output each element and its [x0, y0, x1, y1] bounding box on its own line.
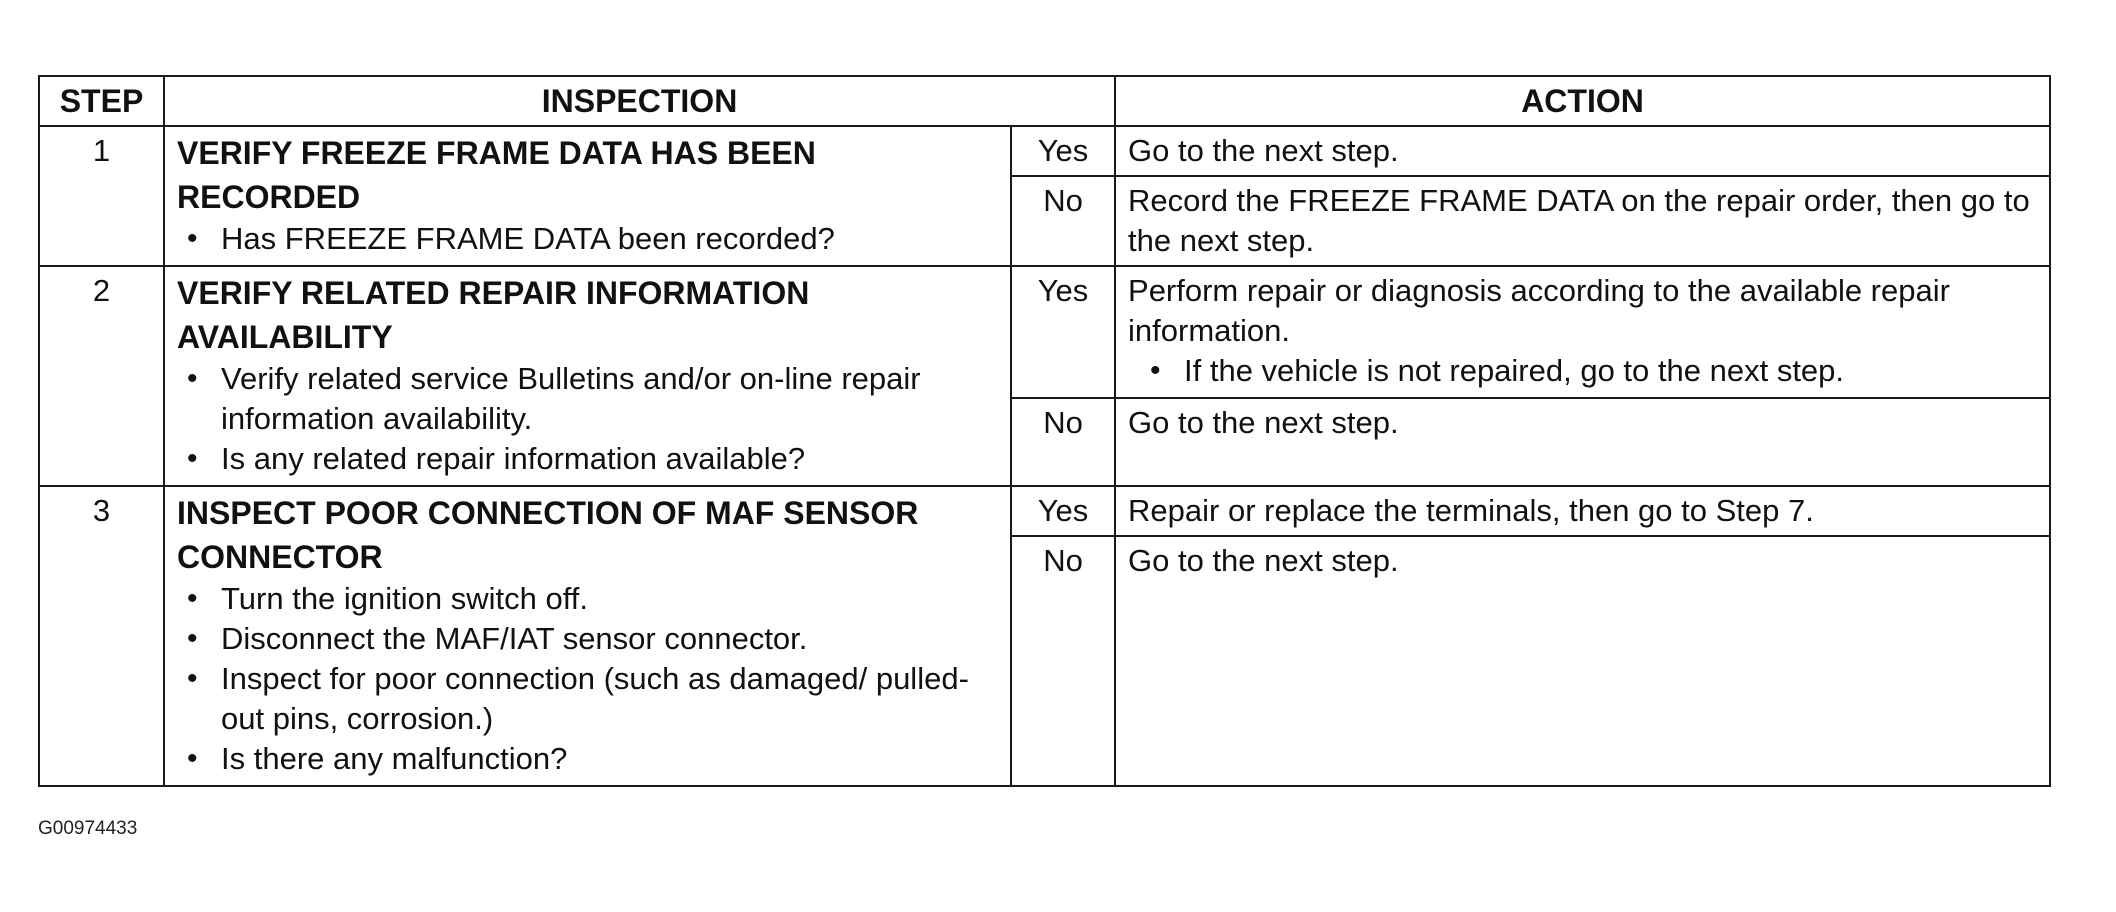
yes-label: Yes: [1011, 486, 1115, 536]
yes-action: Go to the next step.: [1115, 126, 2050, 176]
no-label: No: [1011, 398, 1115, 486]
header-inspection: INSPECTION: [164, 76, 1115, 126]
figure-id: G00974433: [38, 818, 138, 839]
header-action: ACTION: [1115, 76, 2050, 126]
diagnostic-table: [38, 75, 2051, 787]
inspection-bullet: • Inspect for poor connection (such as damaged/ pulled-out pins, corrosion.): [221, 659, 998, 739]
no-label: No: [1011, 176, 1115, 266]
step-title: INSPECT POOR CONNECTION OF MAF SENSOR CONNECTOR: [177, 495, 919, 575]
inspection-bullet: • Has FREEZE FRAME DATA been recorded?: [221, 219, 998, 259]
action-bullets: [1128, 351, 2037, 391]
inspection-bullet: • Turn the ignition switch off.: [221, 579, 998, 619]
yes-action: Repair or replace the terminals, then go to Step 7.: [1115, 486, 2050, 536]
yes-label: Yes: [1011, 266, 1115, 398]
header-step: STEP: [39, 76, 164, 126]
no-label: No: [1011, 536, 1115, 786]
inspection-bullets: [177, 219, 998, 259]
step-2-inspection: [164, 266, 1011, 486]
step-3-inspection: [164, 486, 1011, 786]
inspection-bullet: • Is any related repair information available?: [221, 439, 998, 479]
step-title: VERIFY RELATED REPAIR INFORMATION AVAILABILITY: [177, 275, 810, 355]
step-title: VERIFY FREEZE FRAME DATA HAS BEEN RECORDED: [177, 135, 816, 215]
action-bullet: • If the vehicle is not repaired, go to the next step.: [1184, 351, 2037, 391]
yes-action-cell: [1115, 266, 2050, 398]
yes-label: Yes: [1011, 126, 1115, 176]
header-row: [39, 76, 2050, 126]
no-action: Record the FREEZE FRAME DATA on the repair order, then go to the next step.: [1115, 176, 2050, 266]
inspection-bullet: • Disconnect the MAF/IAT sensor connector.: [221, 619, 998, 659]
no-action: Go to the next step.: [1115, 536, 2050, 786]
yes-action: Perform repair or diagnosis according to the available repair information.: [1128, 273, 1950, 348]
step-1-yes-row: [39, 126, 2050, 176]
no-action: Go to the next step.: [1115, 398, 2050, 486]
step-1-inspection: [164, 126, 1011, 266]
step-2-yes-row: [39, 266, 2050, 398]
step-number: 2: [39, 266, 164, 486]
inspection-bullets: [177, 359, 998, 479]
inspection-bullet: • Is there any malfunction?: [221, 739, 998, 779]
inspection-bullets: [177, 579, 998, 779]
step-3-yes-row: [39, 486, 2050, 536]
step-number: 1: [39, 126, 164, 266]
step-number: 3: [39, 486, 164, 786]
inspection-bullet: • Verify related service Bulletins and/or on-line repair information availability.: [221, 359, 998, 439]
